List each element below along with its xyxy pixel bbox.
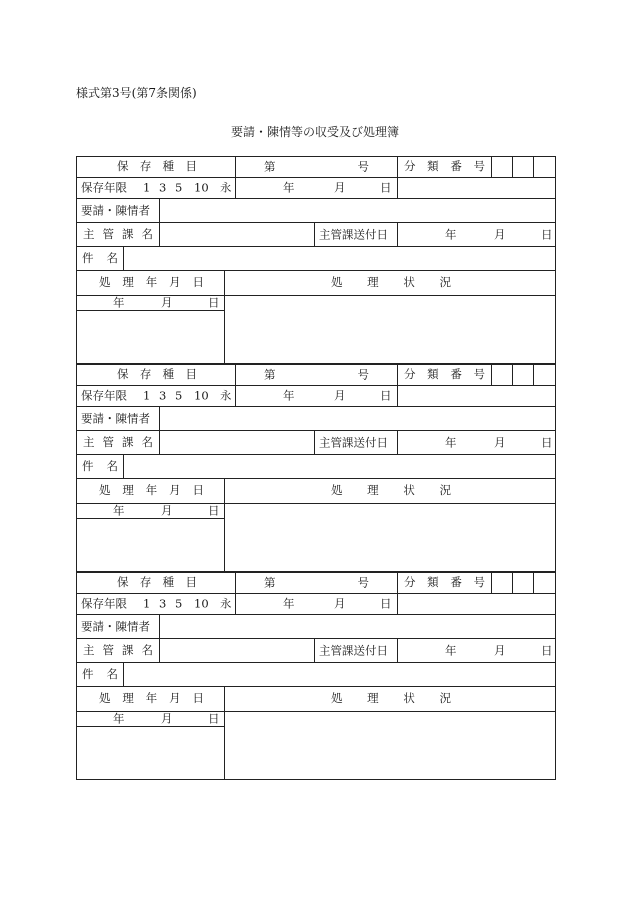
- retention-period-field[interactable]: [76, 593, 236, 615]
- document-title: 要請・陳情等の収受及び処理簿: [230, 125, 399, 139]
- retention-option-10[interactable]: 10: [194, 180, 209, 195]
- department-send-date-label: 主管課送付日: [314, 638, 398, 663]
- department-send-date-label: 主管課送付日: [314, 222, 398, 247]
- retention-option-3[interactable]: 3: [159, 180, 167, 195]
- processing-date-units: 年 月 日: [76, 503, 225, 519]
- receipt-date-field[interactable]: 年 月 日: [235, 385, 398, 407]
- petitioner-label: 要請・陳情者: [76, 406, 160, 431]
- dai-label: 第: [264, 159, 276, 174]
- classification-box[interactable]: [491, 364, 513, 386]
- processing-status-header: 処 理 状 況: [224, 270, 556, 296]
- receipt-date-field[interactable]: 年 月 日: [235, 177, 398, 199]
- classification-box[interactable]: [533, 364, 556, 386]
- record-number-field[interactable]: [235, 572, 398, 594]
- retention-option-1[interactable]: 1: [143, 388, 151, 403]
- go-label: 号: [357, 575, 369, 590]
- dai-label: 第: [264, 367, 276, 382]
- classification-box[interactable]: [512, 572, 534, 594]
- department-send-date-field[interactable]: 年 月 日: [397, 638, 556, 663]
- department-label: 主 管 課 名: [76, 222, 160, 247]
- petitioner-field[interactable]: [159, 614, 556, 639]
- subject-label: 件 名: [76, 662, 124, 687]
- processing-date-units: 年 月 日: [76, 295, 225, 311]
- petitioner-field[interactable]: [159, 198, 556, 223]
- subject-label: 件 名: [76, 246, 124, 271]
- processing-status-field[interactable]: [224, 711, 556, 780]
- record-block: [76, 364, 556, 572]
- record-number-field[interactable]: [235, 364, 398, 386]
- record-block: [76, 156, 556, 364]
- processing-date-field[interactable]: [76, 310, 225, 364]
- retention-option-3[interactable]: 3: [159, 388, 167, 403]
- retention-option-permanent[interactable]: 永: [220, 180, 232, 195]
- subject-field[interactable]: [123, 662, 556, 687]
- retention-option-permanent[interactable]: 永: [220, 388, 232, 403]
- retention-option-5[interactable]: 5: [175, 388, 183, 403]
- retention-option-3[interactable]: 3: [159, 596, 167, 611]
- department-field[interactable]: [159, 222, 315, 247]
- classification-number-label: 分 類 番 号: [397, 572, 492, 594]
- subject-field[interactable]: [123, 246, 556, 271]
- department-label: 主 管 課 名: [76, 638, 160, 663]
- classification-box[interactable]: [491, 156, 513, 178]
- petitioner-label: 要請・陳情者: [76, 198, 160, 223]
- department-send-date-field[interactable]: 年 月 日: [397, 430, 556, 455]
- classification-box[interactable]: [533, 156, 556, 178]
- classification-box[interactable]: [533, 572, 556, 594]
- retention-option-permanent[interactable]: 永: [220, 596, 232, 611]
- retention-period-label: 保存年限: [81, 180, 127, 195]
- form-number: 様式第3号(第7条関係): [76, 86, 197, 100]
- department-label: 主 管 課 名: [76, 430, 160, 455]
- subject-field[interactable]: [123, 454, 556, 479]
- processing-date-field[interactable]: [76, 518, 225, 572]
- record-number-field[interactable]: [235, 156, 398, 178]
- retention-option-5[interactable]: 5: [175, 180, 183, 195]
- retention-period-field[interactable]: [76, 385, 236, 407]
- retention-period-label: 保存年限: [81, 596, 127, 611]
- blank-field[interactable]: [397, 385, 556, 407]
- storage-type-label: 保 存 種 目: [76, 572, 236, 594]
- processing-date-units: 年 月 日: [76, 711, 225, 727]
- department-field[interactable]: [159, 638, 315, 663]
- retention-option-10[interactable]: 10: [194, 388, 209, 403]
- processing-status-header: 処 理 状 況: [224, 686, 556, 712]
- storage-type-label: 保 存 種 目: [76, 364, 236, 386]
- petitioner-label: 要請・陳情者: [76, 614, 160, 639]
- retention-option-10[interactable]: 10: [194, 596, 209, 611]
- retention-period-label: 保存年限: [81, 388, 127, 403]
- classification-number-label: 分 類 番 号: [397, 156, 492, 178]
- blank-field[interactable]: [397, 593, 556, 615]
- dai-label: 第: [264, 575, 276, 590]
- blank-field[interactable]: [397, 177, 556, 199]
- processing-status-field[interactable]: [224, 503, 556, 572]
- processing-date-field[interactable]: [76, 726, 225, 780]
- retention-period-field[interactable]: [76, 177, 236, 199]
- classification-number-label: 分 類 番 号: [397, 364, 492, 386]
- department-send-date-label: 主管課送付日: [314, 430, 398, 455]
- processing-date-header: 処 理 年 月 日: [76, 478, 225, 504]
- classification-box[interactable]: [512, 364, 534, 386]
- processing-status-field[interactable]: [224, 295, 556, 364]
- go-label: 号: [357, 367, 369, 382]
- retention-option-5[interactable]: 5: [175, 596, 183, 611]
- processing-date-header: 処 理 年 月 日: [76, 686, 225, 712]
- classification-box[interactable]: [491, 572, 513, 594]
- processing-status-header: 処 理 状 況: [224, 478, 556, 504]
- retention-option-1[interactable]: 1: [143, 180, 151, 195]
- petitioner-field[interactable]: [159, 406, 556, 431]
- go-label: 号: [357, 159, 369, 174]
- retention-option-1[interactable]: 1: [143, 596, 151, 611]
- receipt-date-field[interactable]: 年 月 日: [235, 593, 398, 615]
- department-send-date-field[interactable]: 年 月 日: [397, 222, 556, 247]
- record-block: [76, 572, 556, 780]
- classification-box[interactable]: [512, 156, 534, 178]
- department-field[interactable]: [159, 430, 315, 455]
- storage-type-label: 保 存 種 目: [76, 156, 236, 178]
- subject-label: 件 名: [76, 454, 124, 479]
- processing-date-header: 処 理 年 月 日: [76, 270, 225, 296]
